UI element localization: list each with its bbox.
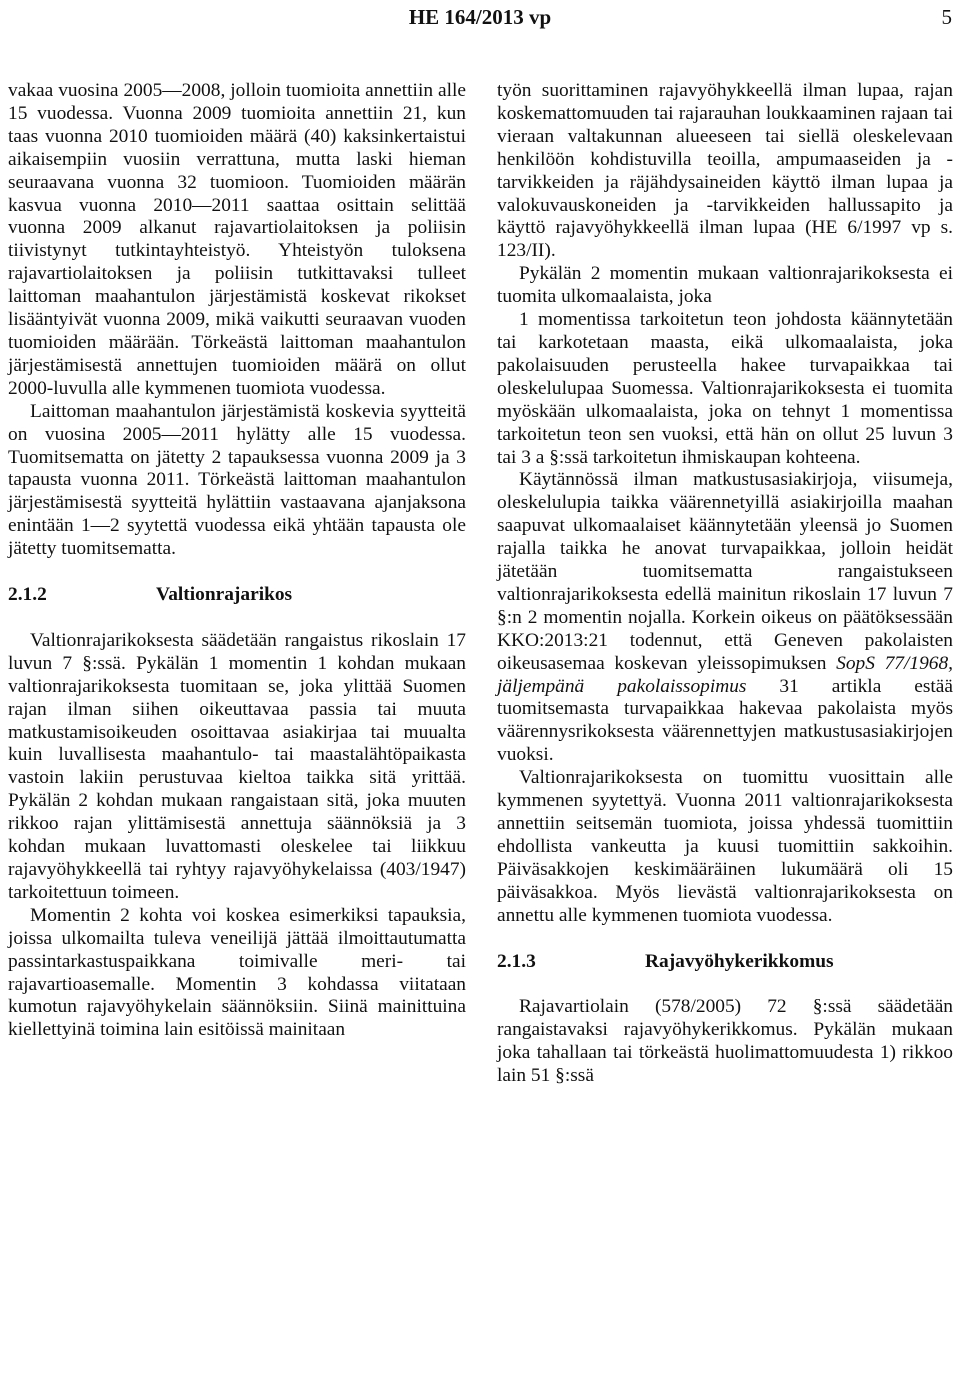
citation-italic: SopS 77/1968, jäljempänä pakolaissopimus (497, 652, 953, 697)
paragraph: Pykälän 2 momentin mukaan valtionrajarikoksesta ei tuomita ulkomaalaista, joka (497, 263, 953, 308)
paragraph: vakaa vuosina 2005—2008, jolloin tuomioita annettiin alle 15 vuodessa. Vuonna 2009 tuomioita annettiin 21, kun taas vuonna 2010 tuomioiden määrä (40) kaksinkertaistui aikaisempiin vuosiin verrattuna, mutta laski hieman seuraavana vuonna 32 tuomioon. Tuomioiden määrän kasvua vuonna 2010—2011 saattaa osittain selittää vuonna 2009 alkanut rajavartiolaitoksen ja poliisin tiivistynyt tutkintayhteistyö. Yhteistyön tuloksena rajavartiolaitoksen ja poliisin tutkittavaksi tulleet laittoman maahantulon järjestämistä koskevat rikokset lisääntyivät vuonna 2009, mikä vaikutti seuraavan vuoden tuomioiden määrään. Törkeästä laittoman maahantulon järjestämisestä annettujen tuomioiden määrä on ollut 2000-luvulla alle kymmenen tuomiota vuodessa. (8, 80, 466, 399)
paragraph-text: Käytännössä ilman matkustusasiakirjoja, viisumeja, oleskelulupia taikka väärennetyillä asiakirjoilla maahan saapuvat ulkomaalaiset käännytetään yleensä jo Suomen rajalla taikka he anovat turvapaikkaa, jolloin heidät jätetään tuomitsematta rangaistukseen valtionrajarikoksesta edellä mainitun rikoslain 17 luvun 7 §:n 2 momentin nojalla. Korkein oikeus on päätöksessään KKO:2013:21 todennut, että Geneven pakolaisten oikeusasemaa koskevan yleissopimuksen (497, 469, 953, 674)
section-title: Valtionrajarikos (156, 584, 293, 606)
section-title: Rajavyöhykerikkomus (645, 950, 834, 972)
paragraph: Valtionrajarikoksesta on tuomittu vuosittain alle kymmenen syytettyä. Vuonna 2011 valtionrajarikoksesta annettiin seitsemän tuomiota, joissa yhdessä tuomittiin ehdollista vankeutta ja kuusi tuomittiin sakkoihin. Päiväsakkojen keskimääräinen lukumäärä oli 15 päiväsakkoa. Myös lievästä valtionrajarikoksesta on annettu alle kymmenen tuomiota vuodessa. (497, 767, 953, 926)
paragraph: Momentin 2 kohta voi koskea esimerkiksi tapauksia, joissa ulkomailta tuleva veneilijä jättää ilmoittautumatta passintarkastuspaikkana toimivalle meri- tai rajavartioasemalle. Momentin 3 kohdassa viitataan kumotun rajavyöhykelain säännöksiin. Siinä mainittuina kiellettyinä toimina lain esitöissä mainitaan (8, 904, 466, 1041)
paragraph-text: 31 artikla estää tuomitsemasta turvapaikkaa hakevaa pakolaista myös väärennysrikoksesta väärennettyjen matkustusasiakirjojen vuoksi. (497, 675, 954, 766)
paragraph: työn suorittaminen rajavyöhykkeellä ilman lupaa, rajan koskemattomuuden tai rajarauhan loukkaaminen rajaan tai vieraan valtakunnan alueeseen tai siellä oleskelevaan henkilöön kohdistuvilla teoilla, ampumaaseiden ja -tarvikkeiden ja räjähdysaineiden käyttö ilman lupaa ja valokuvauskoneiden ja -tarvikkeiden hallussapito ja käyttö rajavyöhykkeellä ilman lupaa (HE 6/1997 vp s. 123/II). (497, 80, 953, 262)
paragraph (497, 469, 953, 767)
section-heading-2-1-2 (8, 584, 466, 607)
paragraph: 1 momentissa tarkoitetun teon johdosta käännytetään tai karkotetaan maasta, eikä ulkomaalaista, joka pakolaisuuden perusteella hakee turvapaikkaa tai oleskelulupaa Suomessa. Valtionrajarikoksesta ei tuomita myöskään ulkomaalaista, joka on tehnyt 1 momentissa tarkoitetun teon sen vuoksi, että hän on ollut 25 luvun 3 tai 3 a §:ssä tarkoitetun ihmiskaupan kohteena. (497, 309, 953, 468)
section-number: 2.1.2 (8, 584, 47, 606)
page-number: 5 (941, 5, 952, 29)
right-column (497, 80, 953, 1088)
paragraph: Rajavartiolain (578/2005) 72 §:ssä säädetään rangaistavaksi rajavyöhykerikkomus. Pykälän mukaan joka tahallaan tai törkeästä huolimattomuudesta 1) rikkoo lain 51 §:ssä (497, 996, 953, 1087)
section-number: 2.1.3 (497, 950, 536, 972)
left-column (8, 80, 466, 1042)
page-header (0, 0, 960, 40)
document-title: HE 164/2013 vp (408, 5, 552, 29)
section-heading-2-1-3 (497, 951, 953, 974)
paragraph: Valtionrajarikoksesta säädetään rangaistus rikoslain 17 luvun 7 §:ssä. Pykälän 1 momentin 1 kohdan mukaan valtionrajarikoksesta tuomitaan se, joka ylittää Suomen rajan ilman siihen oikeuttavaa passia tai muuta matkustamisoikeuden osoittavaa asiakirjaa tai muualta kuin luvallisesta maahantulo- tai maastalähtöpaikasta vastoin lakiin perustuvaa kieltoa taikka sitä yrittää. Pykälän 2 kohdan mukaan rangaistaan sitä, joka muuten rikkoo rajan ylittämisestä annettuja säännöksiä ja 3 kohdan mukaan luvattomasti oleskelee tai liikkuu rajavyöhykkeellä tai ryhtyy rajavyöhykelaissa (403/1947) tarkoitettuun toimeen. (8, 629, 466, 903)
paragraph: Laittoman maahantulon järjestämistä koskevia syytteitä on vuosina 2005—2011 hylätty alle 15 vuodessa. Tuomitsematta on jätetty 2 tapauksessa vuonna 2009 ja 3 tapausta vuonna 2011. Törkeästä laittoman maahantulon järjestämisestä syytteitä hylättiin vastaavana ajanjaksona enintään 1—2 syytettä vuodessa eikä yhtään tapausta ole jätetty tuomitsematta. (8, 400, 466, 560)
